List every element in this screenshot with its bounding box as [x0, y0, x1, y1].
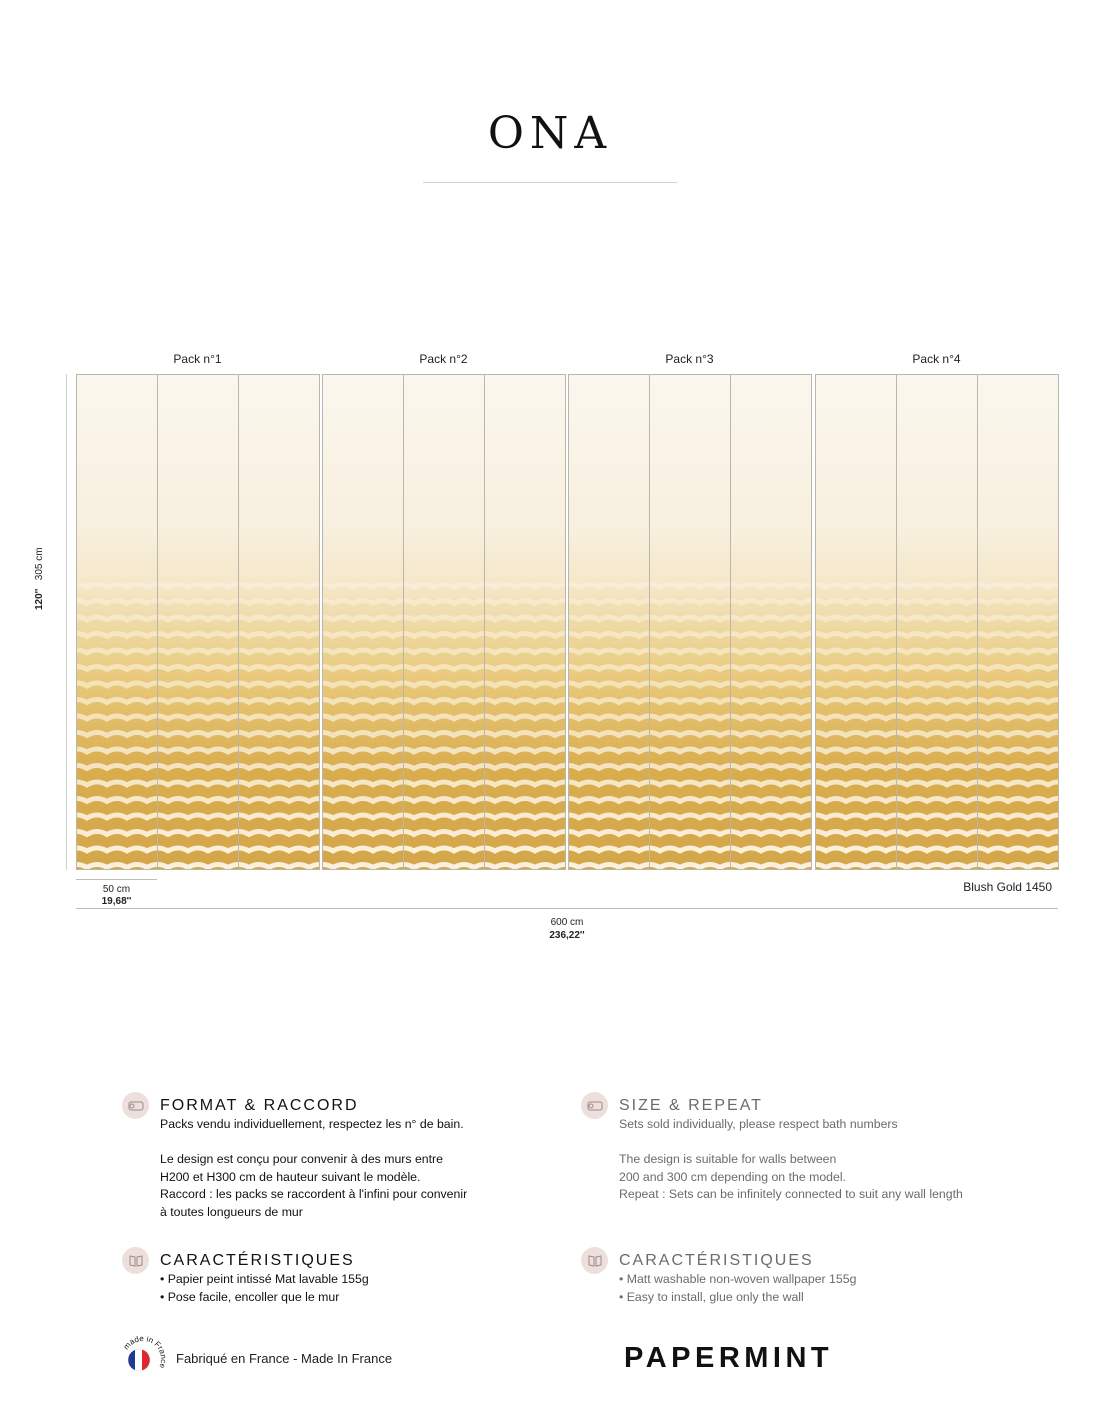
height-dimension-line [66, 374, 67, 870]
strip-width-cm: 50 cm [102, 884, 131, 895]
pack-2 [322, 374, 565, 870]
france-flag-icon [128, 1349, 150, 1371]
pack-label-2: Pack n°2 [419, 352, 468, 366]
section-title: CARACTÉRISTIQUES [160, 1252, 355, 1269]
strip-width-dimension [76, 884, 157, 908]
total-width-dimension [76, 916, 1058, 942]
wallpaper-strip [815, 374, 897, 870]
total-width-cm: 600 cm [550, 917, 584, 928]
section-line: • Pose facile, encoller que le mur [160, 1289, 340, 1304]
section-line: The design is suitable for walls between [619, 1152, 837, 1166]
section-line: H200 et H300 cm de hauteur suivant le modèle. [160, 1169, 421, 1184]
pack-1 [76, 374, 319, 870]
wallpaper-strip [322, 374, 404, 870]
pack-label-4: Pack n°4 [912, 352, 961, 366]
wallpaper-strip [157, 374, 239, 870]
features-fr-section [160, 1251, 600, 1306]
height-dimension [34, 547, 45, 610]
title-divider [423, 182, 677, 183]
total-width-inches: 236,22'' [549, 930, 585, 941]
section-line: Le design est conçu pour convenir à des murs entre [160, 1152, 443, 1166]
section-line: • Papier peint intissé Mat lavable 155g [160, 1272, 369, 1286]
section-line: Packs vendu individuellement, respectez les n° de bain. [160, 1117, 464, 1131]
wallpaper-strip [568, 374, 650, 870]
pack-4 [815, 374, 1058, 870]
wallpaper-strip [403, 374, 485, 870]
strip-width-inches: 19,68'' [101, 896, 132, 907]
section-line: Raccord : les packs se raccordent à l'infini pour convenir [160, 1187, 468, 1201]
colorway-label: Blush Gold 1450 [963, 880, 1052, 894]
made-in-france-text: Fabriqué en France - Made In France [176, 1351, 393, 1366]
book-icon [122, 1247, 149, 1274]
brand-logo: PAPERMINT [624, 1342, 834, 1374]
section-title: FORMAT & RACCORD [160, 1097, 359, 1114]
wallpaper-strip [649, 374, 731, 870]
badge-text: made in Fr [121, 1336, 165, 1352]
wallpaper-panels [76, 374, 1058, 870]
format-raccord-section [160, 1096, 600, 1221]
strip-width-line [76, 879, 157, 880]
book-icon [581, 1247, 608, 1274]
pack-3 [568, 374, 811, 870]
section-title: SIZE & REPEAT [619, 1097, 763, 1114]
section-line: 200 and 300 cm depending on the model. [619, 1169, 846, 1184]
wallpaper-strip [484, 374, 566, 870]
pack-label-3: Pack n°3 [665, 352, 714, 366]
section-line: Sets sold individually, please respect bath numbers [619, 1117, 898, 1131]
wallpaper-strip [896, 374, 978, 870]
features-en-section [619, 1251, 1059, 1306]
wallpaper-roll-icon [581, 1092, 608, 1119]
wallpaper-roll-icon [122, 1092, 149, 1119]
wallpaper-strip [76, 374, 158, 870]
total-width-line [76, 908, 1058, 909]
height-cm: 305 cm [34, 547, 45, 581]
section-line: à toutes longueurs de mur [160, 1204, 303, 1219]
section-line: • Easy to install, glue only the wall [619, 1289, 804, 1304]
section-line: • Matt washable non-woven wallpaper 155g [619, 1272, 857, 1286]
pack-label-1: Pack n°1 [173, 352, 222, 366]
wallpaper-strip [977, 374, 1059, 870]
section-line: Repeat : Sets can be infinitely connected to suit any wall length [619, 1187, 963, 1201]
wallpaper-strip [238, 374, 320, 870]
wallpaper-strip [730, 374, 812, 870]
size-repeat-section [619, 1096, 1059, 1204]
made-in-france-badge [120, 1336, 166, 1382]
height-inches: 120'' [34, 588, 45, 610]
section-title: CARACTÉRISTIQUES [619, 1252, 814, 1269]
page-title: ONA [487, 108, 613, 159]
